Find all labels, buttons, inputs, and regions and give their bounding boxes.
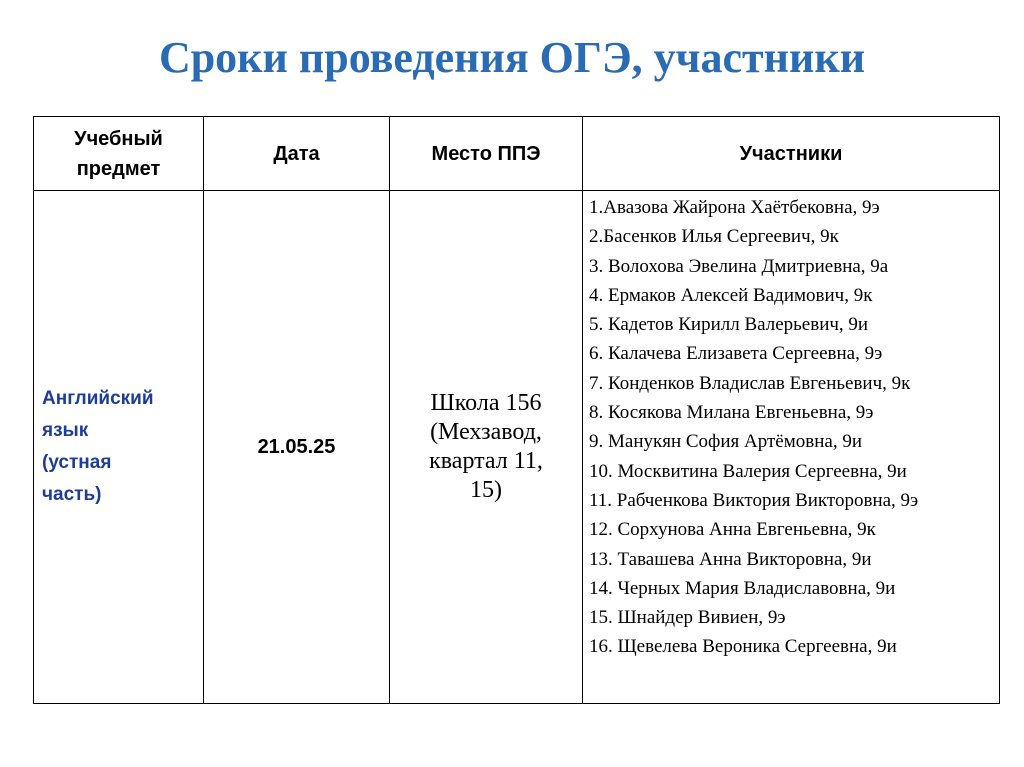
header-date: Дата [204, 117, 390, 191]
table-header-row [34, 117, 1000, 191]
participant-item: 15. Шнайдер Вивиен, 9э [589, 607, 786, 629]
place-line: (Мехзавод, [430, 419, 542, 445]
schedule-table [33, 116, 1000, 704]
subject-line: Английский [42, 388, 154, 409]
header-place: Место ППЭ [390, 117, 583, 191]
participant-item: 1.Авазова Жайрона Хаётбековна, 9э [589, 197, 880, 218]
place-cell [390, 191, 583, 704]
subject-line: (устная [42, 452, 112, 473]
place-line: квартал 11, [429, 448, 543, 474]
participants-cell [583, 191, 1000, 704]
participant-item: 7. Конденков Владислав Евгеньевич, 9к [589, 372, 911, 394]
participant-item: 11. Рабченкова Виктория Викторовна, 9э [589, 489, 919, 511]
participant-item: 3. Волохова Эвелина Дмитриевна, 9а [589, 255, 889, 277]
header-subject [34, 117, 204, 191]
place-line: 15) [470, 477, 502, 503]
participant-item: 14. Черных Мария Владиславовна, 9и [589, 577, 896, 599]
subject-line: часть) [42, 484, 102, 505]
header-participants: Участники [583, 117, 1000, 191]
participant-item: 8. Косякова Милана Евгеньевна, 9э [589, 402, 874, 424]
header-subject-line: Учебный [74, 127, 163, 150]
slide-title: Сроки проведения ОГЭ, участники [158, 33, 866, 82]
participant-item: 16. Щевелева Вероника Сергеевна, 9и [589, 636, 897, 658]
participant-item: 2.Басенков Илья Сергеевич, 9к [589, 226, 839, 248]
participant-item: 6. Калачева Елизавета Сергеевна, 9э [589, 343, 883, 365]
participant-item: 12. Сорхунова Анна Евгеньевна, 9к [589, 519, 876, 541]
participant-item: 13. Тавашева Анна Викторовна, 9и [589, 548, 872, 570]
participants-list [589, 193, 999, 662]
participant-item: 9. Манукян София Артёмовна, 9и [589, 431, 862, 453]
table-row [34, 191, 1000, 704]
participant-item: 10. Москвитина Валерия Сергеевна, 9и [589, 460, 907, 482]
header-subject-line: предмет [76, 157, 161, 180]
subject-cell [34, 191, 204, 704]
participant-item: 4. Ермаков Алексей Вадимович, 9к [589, 284, 873, 306]
place-line: Школа 156 [430, 390, 542, 416]
subject-line: язык [42, 420, 89, 441]
participant-item: 5. Кадетов Кирилл Валерьевич, 9и [589, 314, 869, 336]
date-cell: 21.05.25 [204, 191, 390, 704]
